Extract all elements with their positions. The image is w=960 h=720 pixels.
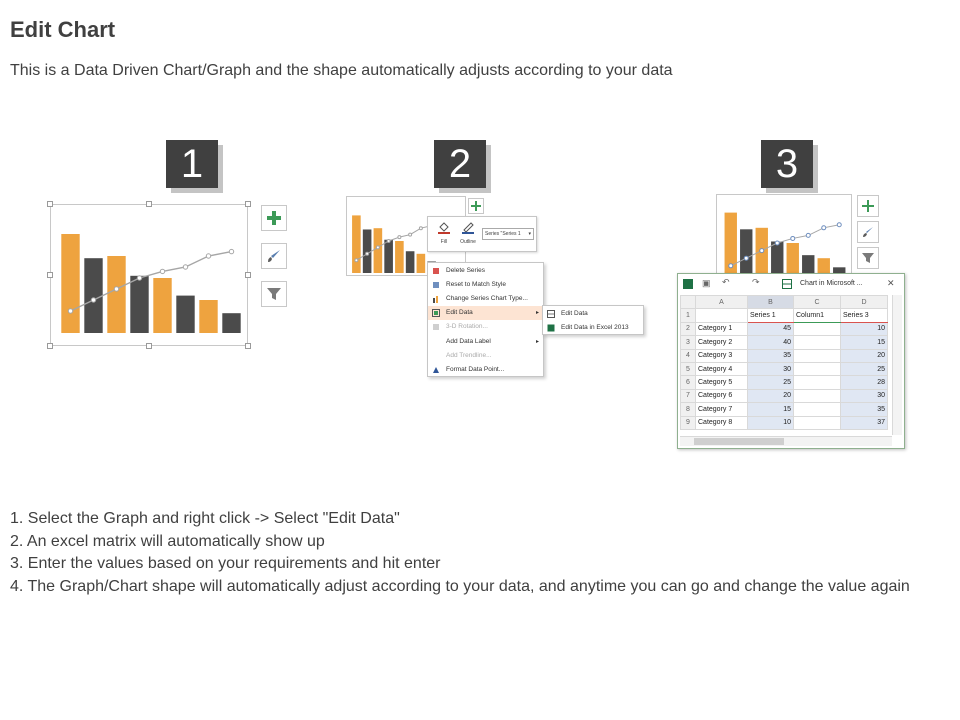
resize-handle[interactable]: [146, 201, 152, 207]
page-title: Edit Chart: [10, 17, 116, 42]
chart-type-icon: [432, 295, 440, 303]
menu-item-label: Reset to Match Style: [446, 281, 506, 288]
table-cell[interactable]: [794, 403, 841, 416]
fill-button[interactable]: [433, 221, 455, 245]
chart-point[interactable]: [409, 233, 412, 236]
menu-item-3d-rotation: [428, 320, 543, 334]
menu-item-add-trendline: [428, 349, 543, 363]
column-header[interactable]: D: [841, 296, 888, 309]
submenu-arrow-icon: ▸: [535, 339, 539, 345]
table-cell[interactable]: Category 6: [696, 389, 748, 402]
chart-point[interactable]: [806, 233, 810, 237]
brush-icon: [266, 248, 282, 264]
table-cell[interactable]: [794, 336, 841, 349]
row-header[interactable]: 6: [681, 376, 696, 389]
table-row: [681, 336, 888, 349]
filter-icon: [266, 286, 282, 302]
resize-handle[interactable]: [146, 343, 152, 349]
chart-bar[interactable]: [84, 258, 102, 333]
chart-point[interactable]: [837, 223, 841, 227]
table-cell[interactable]: Category 8: [696, 416, 748, 429]
chart-bar[interactable]: [199, 300, 217, 333]
chart-point[interactable]: [398, 236, 401, 239]
chart-elements-button[interactable]: [261, 205, 287, 231]
chart-bar[interactable]: [374, 228, 383, 273]
table-row: [681, 376, 888, 389]
rotate-icon: [432, 323, 440, 331]
chart-point[interactable]: [160, 269, 164, 273]
menu-item-delete-series[interactable]: [428, 264, 543, 278]
resize-handle[interactable]: [47, 201, 53, 207]
chart-point[interactable]: [822, 226, 826, 230]
table-row: [681, 322, 888, 335]
excel-icon: [547, 324, 555, 332]
chart-bar[interactable]: [417, 254, 426, 273]
resize-handle[interactable]: [47, 272, 53, 278]
table-cell[interactable]: 35: [841, 403, 888, 416]
corner-cell[interactable]: [681, 296, 696, 309]
chart-bar[interactable]: [363, 229, 372, 273]
menu-item-label: Add Data Label: [446, 338, 491, 345]
table-cell[interactable]: 10: [841, 322, 888, 335]
mini-toolbar: [427, 216, 537, 252]
chart-bar[interactable]: [725, 213, 737, 281]
chart-bar[interactable]: [384, 240, 393, 273]
menu-item-label: Change Series Chart Type...: [446, 295, 528, 302]
page-subtitle: This is a Data Driven Chart/Graph and the shape automatically adjusts according to your data: [10, 62, 673, 79]
menu-item-label: Edit Data: [561, 310, 588, 317]
delete-icon: [432, 267, 440, 275]
chart-point[interactable]: [91, 298, 95, 302]
table-cell[interactable]: 37: [841, 416, 888, 429]
menu-item-label: Format Data Point...: [446, 366, 505, 373]
table-cell[interactable]: 20: [748, 389, 794, 402]
table-cell[interactable]: Category 7: [696, 403, 748, 416]
plus-icon: [862, 200, 874, 212]
excel-window-title: Chart in Microsoft ...: [800, 280, 863, 287]
row-header[interactable]: 3: [681, 336, 696, 349]
chart-point[interactable]: [775, 241, 779, 245]
undo-icon[interactable]: ↶: [722, 277, 730, 287]
chart-bar[interactable]: [352, 215, 361, 273]
table-cell[interactable]: Category 5: [696, 376, 748, 389]
context-menu: [427, 262, 544, 377]
grid-icon: [547, 310, 555, 318]
chart-elements-button[interactable]: [857, 195, 879, 217]
table-cell[interactable]: 45: [748, 322, 794, 335]
menu-item-reset-style[interactable]: [428, 278, 543, 292]
table-cell[interactable]: [794, 362, 841, 375]
menu-item-label: Edit Data in Excel 2013: [561, 324, 629, 331]
redo-icon[interactable]: ↷: [752, 277, 760, 287]
table-row: [681, 309, 888, 322]
table-cell[interactable]: 15: [748, 403, 794, 416]
chart-point[interactable]: [419, 227, 422, 230]
scrollbar-thumb[interactable]: [694, 438, 784, 445]
chart-bar[interactable]: [153, 278, 171, 333]
row-header[interactable]: 1: [681, 309, 696, 322]
format-icon: [432, 366, 440, 374]
table-cell[interactable]: Category 3: [696, 349, 748, 362]
filter-icon: [862, 252, 874, 264]
chart-styles-button[interactable]: [261, 243, 287, 269]
column-header[interactable]: C: [794, 296, 841, 309]
table-cell[interactable]: 10: [748, 416, 794, 429]
chart-bar[interactable]: [406, 251, 415, 273]
chart-point[interactable]: [355, 259, 358, 262]
table-cell[interactable]: 28: [841, 376, 888, 389]
step-1-badge: 1: [166, 140, 218, 188]
chart-bar[interactable]: [107, 256, 125, 333]
chart-filters-button[interactable]: [857, 247, 879, 269]
table-cell[interactable]: [794, 322, 841, 335]
outline-label: Outline: [460, 239, 476, 245]
instruction-step-1: 1. Select the Graph and right click -> Select "Edit Data": [10, 510, 400, 527]
chart-point[interactable]: [791, 236, 795, 240]
table-cell[interactable]: 30: [748, 362, 794, 375]
resize-handle[interactable]: [245, 343, 251, 349]
table-cell[interactable]: 15: [841, 336, 888, 349]
row-header[interactable]: 2: [681, 322, 696, 335]
table-cell[interactable]: 25: [748, 376, 794, 389]
step-2-badge: 2: [434, 140, 486, 188]
chart-frame-3[interactable]: [716, 194, 852, 284]
outline-button[interactable]: [456, 221, 480, 245]
instruction-step-3: 3. Enter the values based on your requirements and hit enter: [10, 555, 441, 572]
edit-data-submenu: [542, 305, 644, 335]
chart-point[interactable]: [229, 249, 233, 253]
table-cell[interactable]: 25: [841, 362, 888, 375]
chart-point[interactable]: [366, 252, 369, 255]
table-cell[interactable]: [794, 416, 841, 429]
resize-handle[interactable]: [245, 201, 251, 207]
fill-label: Fill: [440, 239, 448, 245]
menu-item-change-chart-type[interactable]: [428, 292, 543, 306]
table-cell[interactable]: [696, 309, 748, 322]
chart-3-svg[interactable]: [717, 195, 851, 283]
table-row: [681, 362, 888, 375]
save-icon[interactable]: ▣: [702, 278, 711, 288]
table-cell[interactable]: Category 2: [696, 336, 748, 349]
table-cell[interactable]: [794, 349, 841, 362]
column-header-row: [681, 296, 888, 309]
pen-icon: [461, 222, 475, 234]
chart-filters-button[interactable]: [261, 281, 287, 307]
series-select[interactable]: [482, 228, 534, 240]
close-icon[interactable]: ✕: [887, 278, 895, 288]
row-header[interactable]: 7: [681, 389, 696, 402]
chart-bar[interactable]: [176, 296, 194, 333]
menu-item-label: Add Trendline...: [446, 352, 492, 359]
chart-point[interactable]: [729, 264, 733, 268]
chart-bar[interactable]: [61, 234, 79, 333]
column-header[interactable]: A: [696, 296, 748, 309]
resize-handle[interactable]: [245, 272, 251, 278]
paint-bucket-icon: [437, 222, 451, 234]
chart-styles-button[interactable]: [857, 221, 879, 243]
chart-1-svg[interactable]: [51, 205, 247, 345]
chart-point[interactable]: [376, 246, 379, 249]
table-cell[interactable]: Series 3: [841, 309, 888, 322]
instruction-step-4: 4. The Graph/Chart shape will automatically adjust according to your data, and anytime you can go and change the value again: [10, 577, 910, 595]
chart-bar[interactable]: [222, 313, 240, 333]
chart-elements-button-small[interactable]: [468, 198, 484, 214]
column-header[interactable]: B: [748, 296, 794, 309]
table-cell[interactable]: 20: [841, 349, 888, 362]
plus-icon: [266, 210, 282, 226]
table-cell[interactable]: [794, 376, 841, 389]
submenu-item-edit-excel[interactable]: [543, 321, 643, 335]
chart-point[interactable]: [206, 254, 210, 258]
instructions: [10, 508, 945, 598]
chart-bar[interactable]: [395, 241, 404, 273]
chart-point[interactable]: [387, 240, 390, 243]
chart-point[interactable]: [183, 265, 187, 269]
table-row: [681, 416, 888, 429]
menu-item-edit-data[interactable]: [428, 306, 543, 320]
menu-item-add-data-label[interactable]: [428, 335, 543, 349]
table-cell[interactable]: 30: [841, 389, 888, 402]
chart-point[interactable]: [68, 309, 72, 313]
chart-point[interactable]: [760, 249, 764, 253]
series-select-value: Series "Series 1: [485, 231, 521, 237]
excel-grid-icon[interactable]: [782, 279, 792, 289]
edit-data-icon: [432, 309, 440, 317]
table-cell[interactable]: Category 4: [696, 362, 748, 375]
instruction-step-2: 2. An excel matrix will automatically show up: [10, 532, 325, 550]
table-cell[interactable]: Series 1: [748, 309, 794, 322]
table-row: [681, 403, 888, 416]
menu-item-format-data-point[interactable]: [428, 363, 543, 377]
row-header[interactable]: 5: [681, 362, 696, 375]
table-cell[interactable]: Column1: [794, 309, 841, 322]
excel-app-icon: [683, 279, 693, 289]
row-header[interactable]: 8: [681, 403, 696, 416]
menu-item-label: 3-D Rotation...: [446, 323, 488, 330]
excel-window: [677, 273, 905, 449]
excel-title-bar: [678, 274, 904, 294]
chart-bar[interactable]: [130, 276, 148, 333]
reset-icon: [432, 281, 440, 289]
resize-handle[interactable]: [47, 343, 53, 349]
brush-icon: [862, 226, 874, 238]
menu-item-label: Delete Series: [446, 267, 486, 274]
horizontal-scrollbar[interactable]: [680, 436, 892, 446]
chart-point[interactable]: [744, 256, 748, 260]
table-cell[interactable]: 40: [748, 336, 794, 349]
chart-point[interactable]: [137, 276, 141, 280]
table-cell[interactable]: 35: [748, 349, 794, 362]
plus-icon: [471, 201, 481, 211]
chart-point[interactable]: [114, 287, 118, 291]
table-row: [681, 389, 888, 402]
chart-frame-1[interactable]: [50, 204, 248, 346]
row-header[interactable]: 9: [681, 416, 696, 429]
table-cell[interactable]: Category 1: [696, 322, 748, 335]
menu-item-label: Edit Data: [446, 309, 473, 316]
submenu-item-edit-data[interactable]: [543, 307, 643, 321]
submenu-arrow-icon: ▸: [535, 310, 539, 316]
table-cell[interactable]: [794, 389, 841, 402]
table-row: [681, 349, 888, 362]
chevron-down-icon: ▾: [528, 231, 531, 237]
step-3-badge: 3: [761, 140, 813, 188]
excel-grid[interactable]: [680, 295, 888, 430]
vertical-scrollbar[interactable]: [892, 295, 902, 435]
row-header[interactable]: 4: [681, 349, 696, 362]
